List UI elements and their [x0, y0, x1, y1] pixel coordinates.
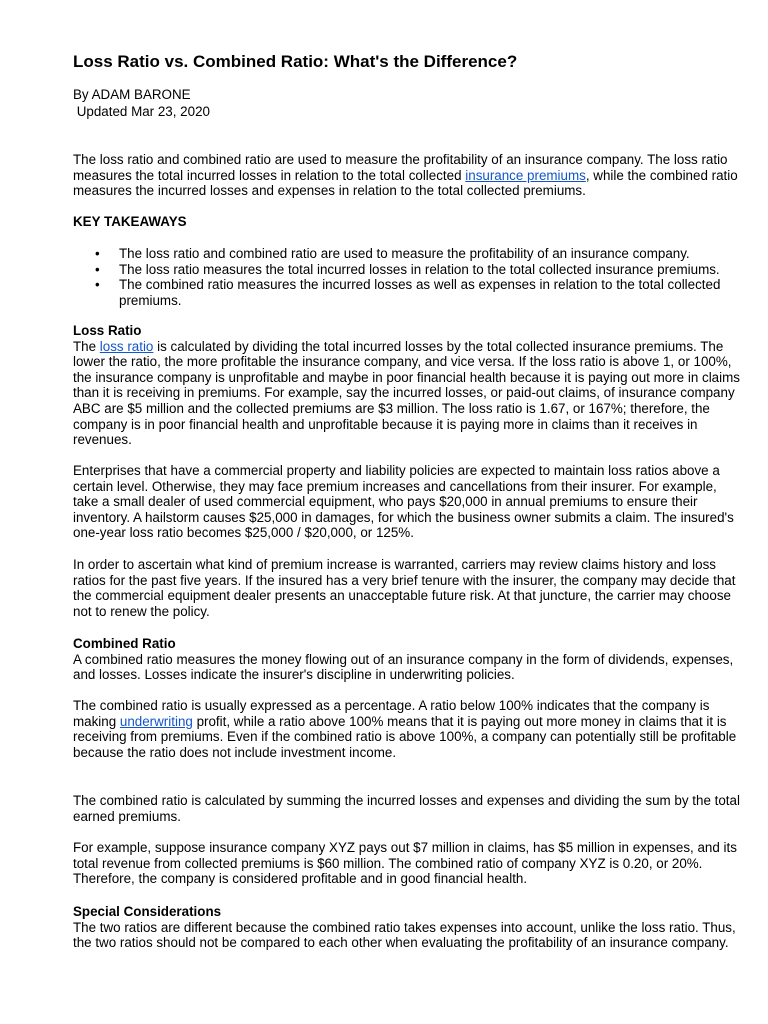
loss-ratio-paragraph-3: In order to ascertain what kind of premium increase is warranted, carriers may review claims history and loss ratios for the past five years. If the insured has a very brief tenure with the insurer, the company may decide that the commercial equipment dealer presents an unacceptable future risk. At that juncture, the carrier may choose not to renew the policy.: [73, 557, 736, 619]
loss-ratio-link[interactable]: loss ratio: [99, 338, 154, 354]
takeaways-list: [73, 246, 768, 308]
combined-ratio-paragraph-4: For example, suppose insurance company XYZ pays out $7 million in claims, has $5 million in expenses, and its total revenue from collected premiums is $60 million. The combined ratio of company XYZ is 0.20, or 20%. Therefore, the company is considered profitable and in good financial health.: [73, 840, 737, 887]
intro-text-after: , while the combined ratio measures the incurred losses and expenses in relation to the total collected premiums.: [73, 167, 738, 199]
special-considerations-heading: Special Considerations: [73, 904, 222, 919]
combined-ratio-p2-after: profit, while a ratio above 100% means that it is paying out more money in claims that it is receiving from premiums. Even if the combined ratio is above 100%, a company can potentially still be profitable because the ratio does not include investment income.: [73, 713, 737, 760]
list-item: • The combined ratio measures the incurred losses as well as expenses in relation to the total collected premiums.: [119, 277, 768, 308]
loss-ratio-p1-before: The: [73, 338, 100, 354]
article-title: Loss Ratio vs. Combined Ratio: What's the Difference?: [73, 52, 518, 71]
insurance-premiums-link[interactable]: insurance premiums: [465, 167, 586, 183]
combined-ratio-paragraph-2: [73, 698, 741, 760]
loss-ratio-p1-after: is calculated by dividing the total incurred losses by the total collected insurance premiums. The lower the ratio, the more profitable the insurance company, and vice versa. If the loss ratio is above 1, or 100%, the insurance company is unprofitable and maybe in poor financial health because it is paying out more in claims than it is receiving in premiums. For example, say the incurred losses, or paid-out claims, of insurance company ABC are $5 million and the collected premiums are $3 million. The loss ratio is 1.67, or 167%; therefore, the company is in poor financial health and unprofitable because it is paying more in claims than it receives in revenues.: [73, 338, 740, 448]
list-item: • The loss ratio measures the total incurred losses in relation to the total collected insurance premiums.: [119, 262, 768, 278]
list-item: • The loss ratio and combined ratio are used to measure the profitability of an insurance company.: [119, 246, 768, 262]
updated-date: Updated Mar 23, 2020: [73, 103, 210, 119]
loss-ratio-heading: Loss Ratio: [73, 323, 142, 338]
byline: By ADAM BARONE: [73, 87, 191, 102]
intro-paragraph: [73, 152, 741, 199]
underwriting-link[interactable]: underwriting: [119, 713, 193, 729]
loss-ratio-paragraph-1: [73, 339, 741, 448]
loss-ratio-paragraph-2: Enterprises that have a commercial property and liability policies are expected to maintain loss ratios above a certain level. Otherwise, they may face premium increases and cancellations from their insurer. For example, take a small dealer of used commercial equipment, who pays $20,000 in annual premiums to ensure their inventory. A hailstorm causes $25,000 in damages, for which the business owner submits a claim. The insured's one-year loss ratio becomes $25,000 / $20,000, or 125%.: [73, 463, 734, 541]
combined-ratio-paragraph-1: A combined ratio measures the money flowing out of an insurance company in the form of dividends, expenses, and losses. Losses indicate the insurer's discipline in underwriting policies.: [73, 651, 734, 683]
article-meta: [73, 87, 210, 120]
key-takeaways-heading: KEY TAKEAWAYS: [73, 214, 187, 229]
intro-text-before: The loss ratio and combined ratio are used to measure the profitability of an insurance company. The loss ratio measures the total incurred losses in relation to the total collected: [73, 152, 728, 183]
special-considerations-section: [73, 904, 741, 951]
combined-ratio-heading: Combined Ratio: [73, 636, 176, 651]
combined-ratio-paragraph-3: The combined ratio is calculated by summing the incurred losses and expenses and dividing the sum by the total earned premiums.: [73, 793, 740, 824]
combined-ratio-section: [73, 636, 741, 683]
loss-ratio-section: [73, 323, 741, 448]
combined-ratio-p2-before: The combined ratio is usually expressed as a percentage. A ratio below 100% indicates that the company is making: [73, 698, 710, 729]
special-considerations-paragraph: The two ratios are different because the combined ratio takes expenses into account, unlike the loss ratio. Thus, the two ratios should not be compared to each other when evaluating the profitability of an insurance company.: [73, 919, 736, 951]
